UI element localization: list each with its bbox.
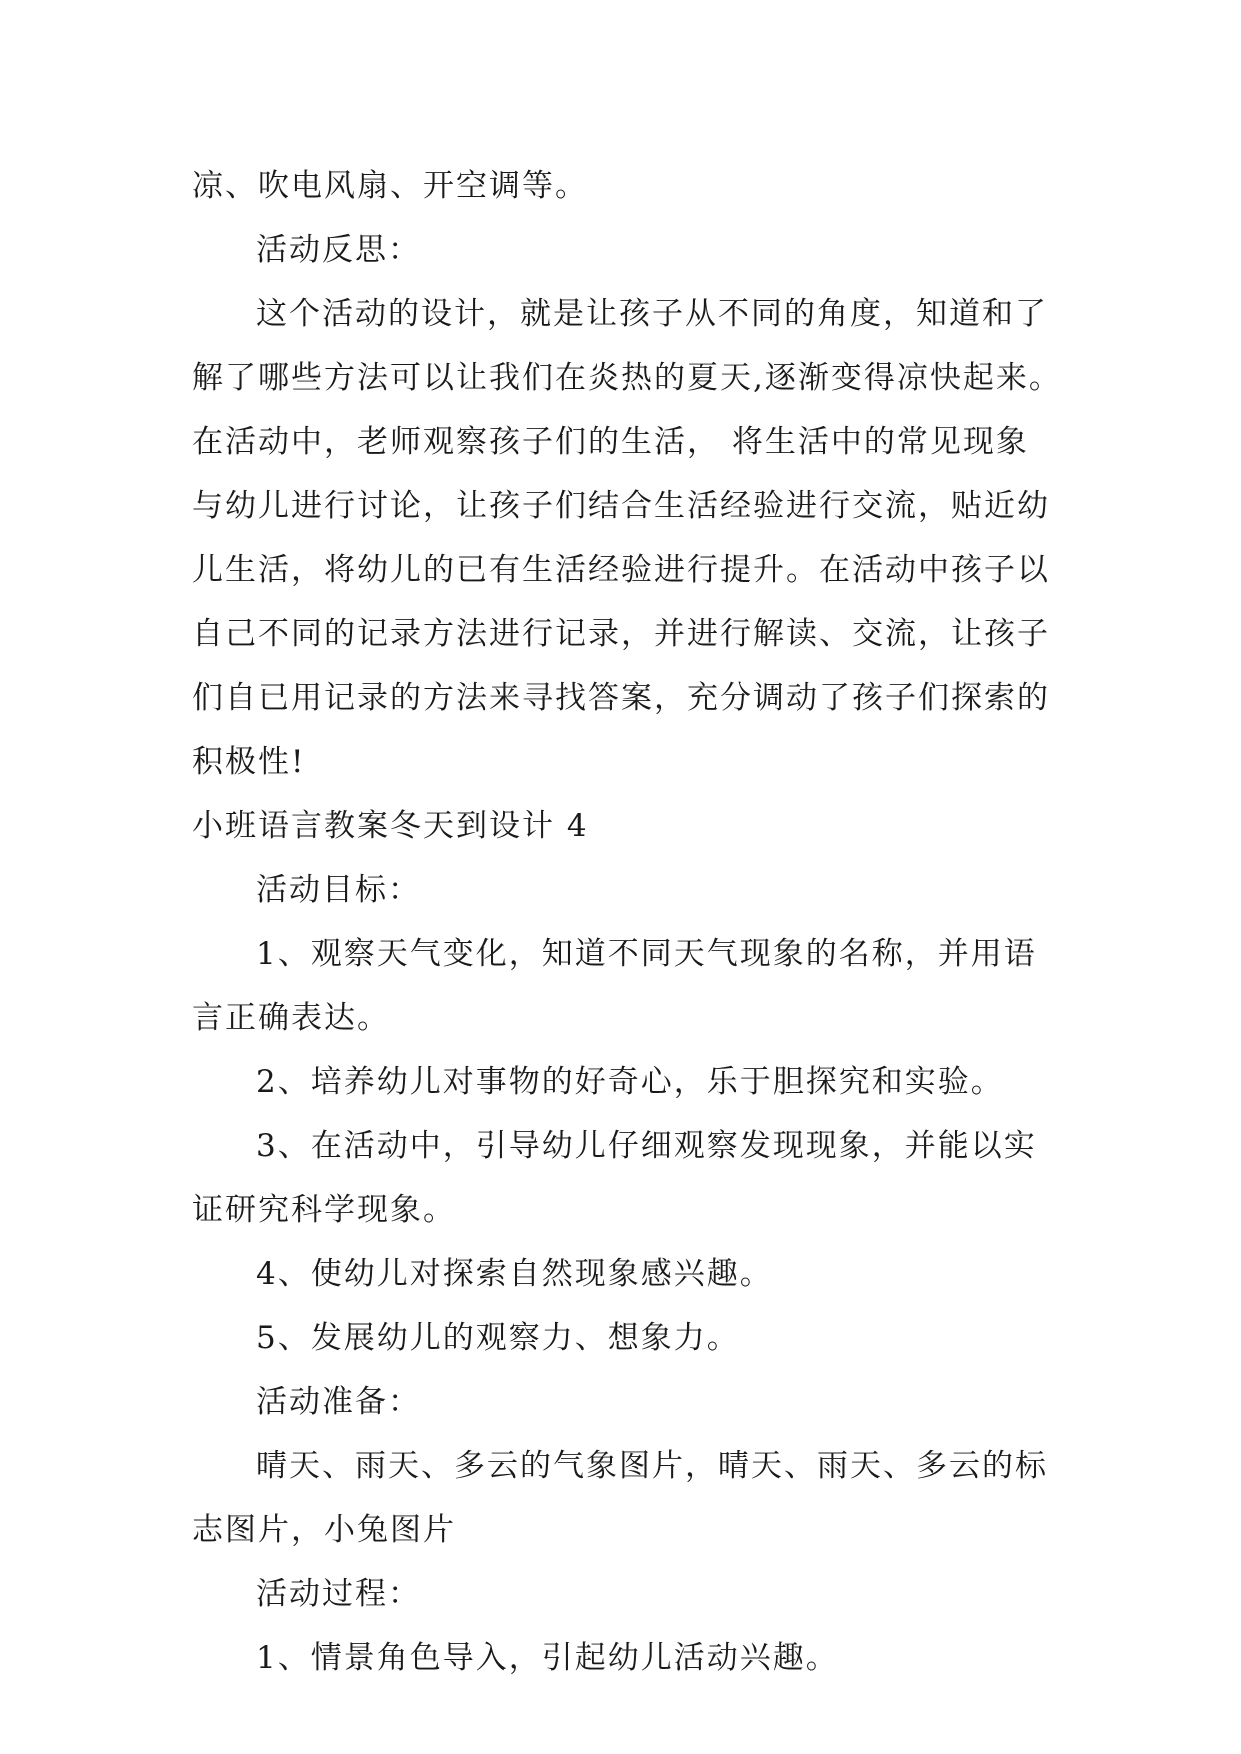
section-heading-preparation: 活动准备： — [256, 1384, 421, 1420]
paragraph-line: 这个活动的设计，就是让孩子从不同的角度，知道和了 — [256, 296, 1048, 332]
list-item: 3、在活动中，引导幼儿仔细观察发现现象，并能以实 — [256, 1128, 1037, 1164]
paragraph-line: 积极性! — [192, 744, 306, 780]
paragraph-line: 儿生活，将幼儿的已有生活经验进行提升。在活动中孩子以 — [192, 552, 1050, 588]
section-heading-reflection: 活动反思： — [256, 232, 421, 268]
paragraph-line: 解了哪些方法可以让我们在炎热的夏天,逐渐变得凉快起来。 — [192, 360, 1062, 396]
section-heading-process: 活动过程： — [256, 1576, 421, 1612]
document-title: 小班语言教案冬天到设计 4 — [192, 808, 589, 844]
list-item: 4、使幼儿对探索自然现象感兴趣。 — [256, 1256, 773, 1292]
paragraph-line: 自己不同的记录方法进行记录，并进行解读、交流，让孩子 — [192, 616, 1050, 652]
paragraph-line: 凉、吹电风扇、开空调等。 — [192, 168, 588, 204]
list-item: 1、观察天气变化，知道不同天气现象的名称，并用语 — [256, 936, 1037, 972]
paragraph-line: 晴天、雨天、多云的气象图片，晴天、雨天、多云的标 — [256, 1448, 1048, 1484]
list-item: 1、情景角色导入，引起幼儿活动兴趣。 — [256, 1640, 839, 1676]
section-heading-goals: 活动目标： — [256, 872, 421, 908]
list-item-continuation: 言正确表达。 — [192, 1000, 390, 1036]
paragraph-line: 们自已用记录的方法来寻找答案，充分调动了孩子们探索的 — [192, 680, 1050, 716]
list-item-continuation: 证研究科学现象。 — [192, 1192, 456, 1228]
paragraph-line: 在活动中，老师观察孩子们的生活， 将生活中的常见现象 — [192, 424, 1029, 460]
paragraph-line: 与幼儿进行讨论，让孩子们结合生活经验进行交流，贴近幼 — [192, 488, 1050, 524]
list-item: 2、培养幼儿对事物的好奇心，乐于胆探究和实验。 — [256, 1064, 1004, 1100]
list-item: 5、发展幼儿的观察力、想象力。 — [256, 1320, 740, 1356]
paragraph-line: 志图片，小兔图片 — [192, 1512, 456, 1548]
